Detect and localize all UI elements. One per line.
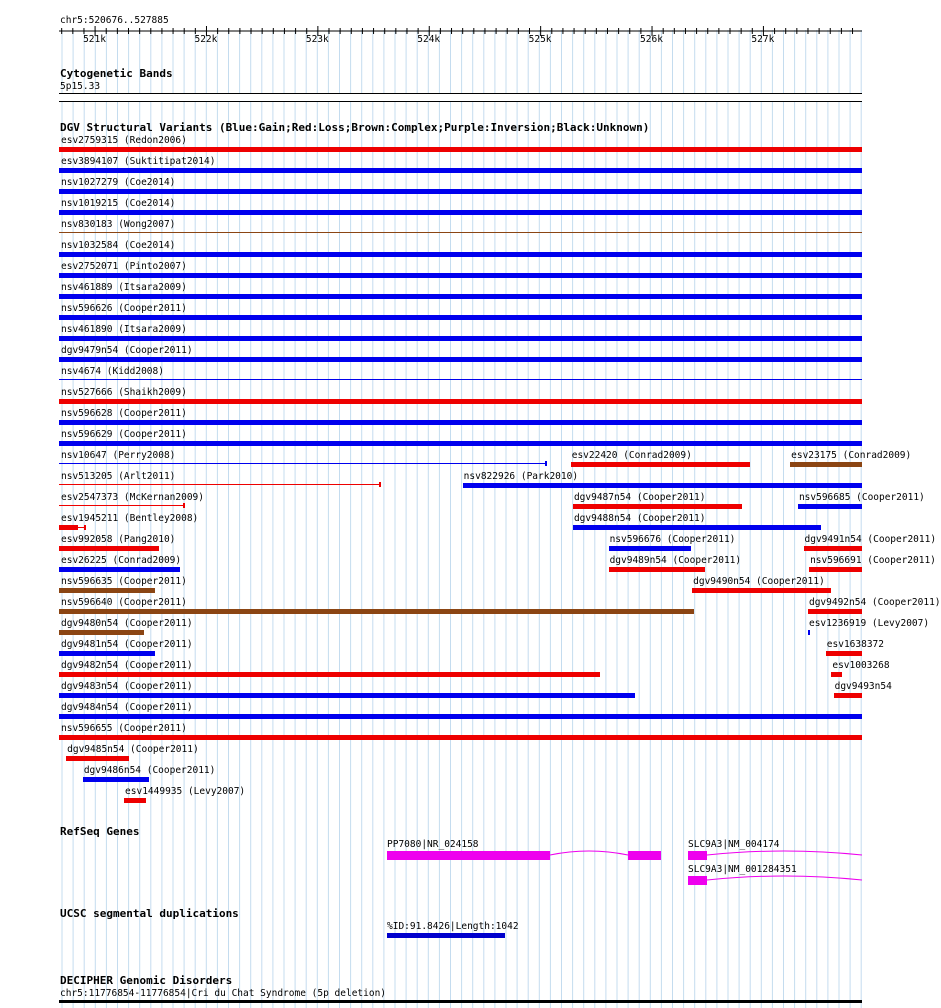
gene-model-slc9a3-nm001284351 [688, 876, 862, 885]
dgv-feature-label[interactable]: esv23175 (Conrad2009) [791, 450, 912, 461]
dgv-feature-label[interactable]: esv1945211 (Bentley2008) [61, 513, 199, 524]
segdup-bar[interactable] [387, 933, 505, 938]
dgv-feature-label[interactable]: nsv596635 (Cooper2011) [61, 576, 187, 587]
dgv-feature-label[interactable]: dgv9491n54 (Cooper2011) [804, 534, 937, 545]
gene-model-pp7080 [387, 851, 661, 860]
cytoband-label[interactable]: 5p15.33 [60, 81, 101, 92]
ruler-tick-label: 525k [528, 34, 552, 45]
dgv-feature-label[interactable]: nsv10647 (Perry2008) [61, 450, 176, 461]
dgv-feature-label[interactable]: dgv9492n54 (Cooper2011) [808, 597, 941, 608]
dgv-feature-label[interactable]: dgv9481n54 (Cooper2011) [61, 639, 193, 650]
dgv-feature-label[interactable]: dgv9489n54 (Cooper2011) [609, 555, 742, 566]
dgv-track-title: DGV Structural Variants (Blue:Gain;Red:Loss;Brown:Complex;Purple:Inversion;Black:Unknown) [60, 121, 650, 134]
region-label: chr5:520676..527885 [60, 15, 169, 26]
segdup-label[interactable]: %ID:91.8426|Length:1042 [387, 921, 519, 932]
ruler-tick-label: 523k [305, 34, 329, 45]
dgv-feature-label[interactable]: nsv4674 (Kidd2008) [61, 366, 164, 377]
dgv-feature-label[interactable]: esv1003268 [832, 660, 890, 671]
ruler-tick-label: 524k [417, 34, 441, 45]
dgv-feature-label[interactable]: nsv596626 (Cooper2011) [61, 303, 187, 314]
dgv-feature-label[interactable]: esv2759315 (Redon2006) [61, 135, 187, 146]
dgv-feature-label[interactable]: nsv596628 (Cooper2011) [61, 408, 187, 419]
dgv-feature-label[interactable]: esv992058 (Pang2010) [61, 534, 176, 545]
ruler-tick-label: 527k [751, 34, 775, 45]
decipher-label[interactable]: chr5:11776854-11776854|Cri du Chat Syndrome (5p deletion) [60, 988, 387, 999]
dgv-feature-label[interactable]: esv1236919 (Levy2007) [808, 618, 930, 629]
dgv-feature-label[interactable]: nsv461890 (Itsara2009) [61, 324, 187, 335]
gene-label-pp7080[interactable]: PP7080|NR_024158 [387, 839, 479, 850]
gene-label-slc9a3-nm004174[interactable]: SLC9A3|NM_004174 [688, 839, 780, 850]
dgv-feature-label[interactable]: nsv830183 (Wong2007) [61, 219, 176, 230]
dgv-feature-label[interactable]: esv22420 (Conrad2009) [571, 450, 692, 461]
dgv-feature-label[interactable]: dgv9482n54 (Cooper2011) [61, 660, 193, 671]
dgv-feature-label[interactable]: dgv9479n54 (Cooper2011) [61, 345, 193, 356]
ruler-tick-label: 521k [83, 34, 106, 45]
dgv-feature-label[interactable]: esv1449935 (Levy2007) [125, 786, 246, 797]
dgv-feature-label[interactable]: nsv513205 (Arlt2011) [61, 471, 176, 482]
dgv-feature-label[interactable]: nsv1019215 (Coe2014) [61, 198, 176, 209]
dgv-feature-label[interactable]: esv1638372 [826, 639, 884, 650]
ruler-tick-label: 526k [640, 34, 663, 45]
refseq-track-title: RefSeq Genes [60, 825, 140, 838]
decipher-bar[interactable] [59, 1000, 862, 1003]
ruler-tick-label: 522k [194, 34, 218, 45]
dgv-feature-label[interactable]: dgv9486n54 (Cooper2011) [83, 765, 216, 776]
dgv-feature-label[interactable]: dgv9487n54 (Cooper2011) [573, 492, 706, 503]
dgv-feature-label[interactable]: dgv9480n54 (Cooper2011) [61, 618, 193, 629]
dgv-feature-label[interactable]: dgv9488n54 (Cooper2011) [573, 513, 706, 524]
dgv-feature-label[interactable]: nsv596685 (Cooper2011) [798, 492, 925, 503]
dgv-feature-label[interactable]: esv3894107 (Suktitipat2014) [61, 156, 216, 167]
dgv-feature-label[interactable]: nsv596640 (Cooper2011) [61, 597, 187, 608]
dgv-feature-label[interactable]: nsv596655 (Cooper2011) [61, 723, 187, 734]
dgv-feature-label[interactable]: nsv822926 (Park2010) [463, 471, 579, 482]
dgv-feature-label[interactable]: dgv9484n54 (Cooper2011) [61, 702, 193, 713]
dgv-feature-label[interactable]: nsv1027279 (Coe2014) [61, 177, 176, 188]
cytogenetic-bands-title: Cytogenetic Bands [60, 67, 173, 80]
dgv-feature-label[interactable]: dgv9493n54 [834, 681, 892, 692]
dgv-feature-label[interactable]: dgv9490n54 (Cooper2011) [693, 576, 825, 587]
gene-model-slc9a3-nm004174 [688, 851, 862, 860]
segdup-track-title: UCSC segmental duplications [60, 907, 239, 920]
dgv-feature-label[interactable]: nsv461889 (Itsara2009) [61, 282, 187, 293]
dgv-feature-label[interactable]: nsv596676 (Cooper2011) [609, 534, 736, 545]
dgv-feature-label[interactable]: esv2752071 (Pinto2007) [61, 261, 187, 272]
dgv-feature-label[interactable]: esv2547373 (McKernan2009) [61, 492, 204, 503]
dgv-feature-label[interactable]: nsv1032584 (Coe2014) [61, 240, 176, 251]
dgv-feature-label[interactable]: nsv596629 (Cooper2011) [61, 429, 187, 440]
dgv-feature-label[interactable]: nsv527666 (Shaikh2009) [61, 387, 187, 398]
decipher-track-title: DECIPHER Genomic Disorders [60, 974, 233, 987]
dgv-feature-label[interactable]: esv26225 (Conrad2009) [61, 555, 182, 566]
dgv-feature-label[interactable]: dgv9485n54 (Cooper2011) [67, 744, 199, 755]
dgv-feature-label[interactable]: nsv596691 (Cooper2011) [810, 555, 936, 566]
dgv-feature-label[interactable]: dgv9483n54 (Cooper2011) [61, 681, 193, 692]
gene-label-slc9a3-nm001284351[interactable]: SLC9A3|NM_001284351 [688, 864, 797, 875]
